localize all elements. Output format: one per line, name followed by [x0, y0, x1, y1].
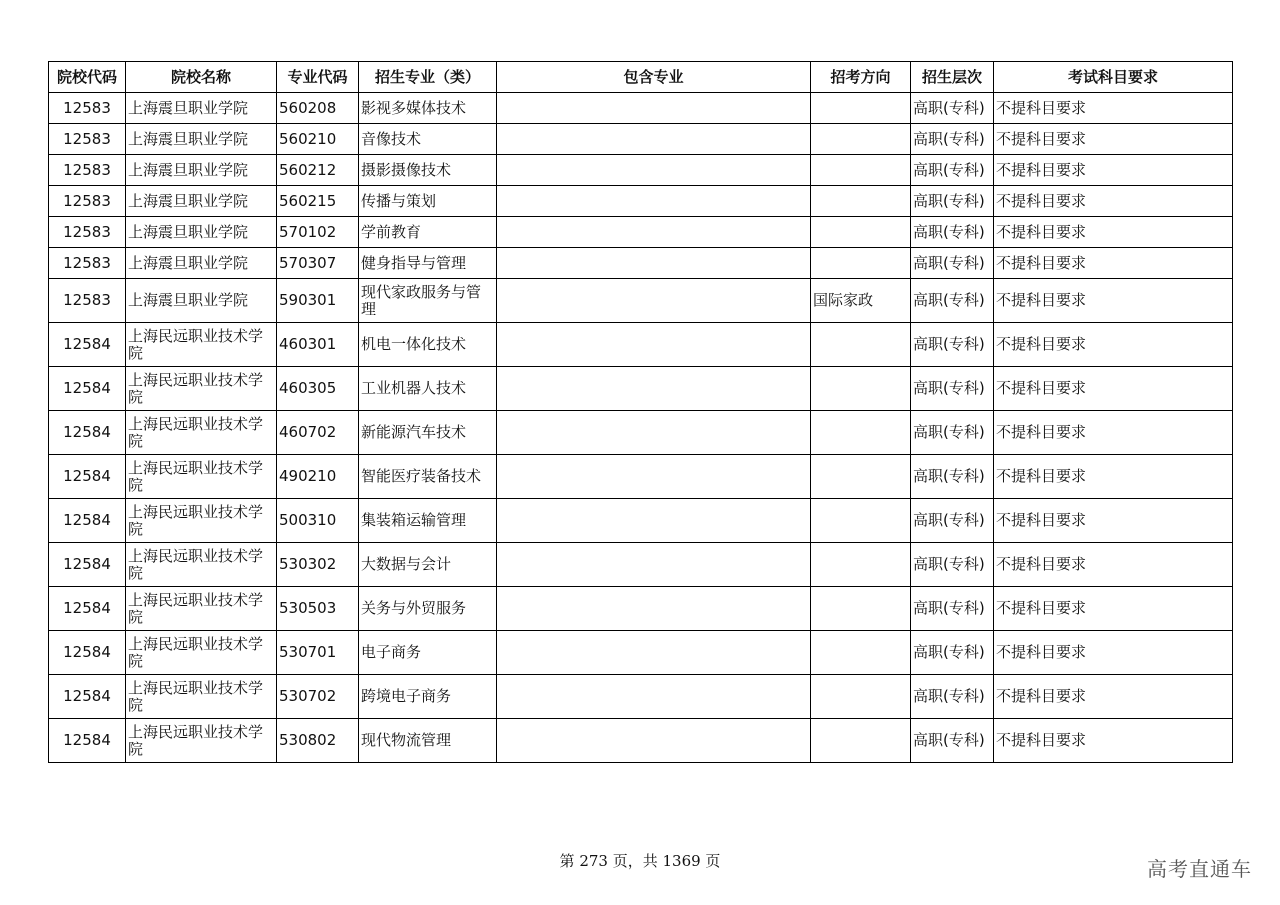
table-row [49, 248, 1233, 279]
cell-direction [811, 367, 911, 411]
cell-direction [811, 248, 911, 279]
cell-school-name: 上海民远职业技术学院 [126, 455, 277, 499]
cell-school-name: 上海民远职业技术学院 [126, 411, 277, 455]
cell-level: 高职(专科) [911, 217, 994, 248]
cell-level: 高职(专科) [911, 155, 994, 186]
table-row [49, 155, 1233, 186]
cell-school-name: 上海民远职业技术学院 [126, 587, 277, 631]
cell-direction [811, 323, 911, 367]
cell-includes [497, 543, 811, 587]
cell-requirement: 不提科目要求 [994, 455, 1233, 499]
table-row [49, 323, 1233, 367]
cell-includes [497, 455, 811, 499]
header-school-name: 院校名称 [126, 62, 277, 93]
header-school-code: 院校代码 [49, 62, 126, 93]
cell-major: 电子商务 [359, 631, 497, 675]
cell-includes [497, 499, 811, 543]
enrollment-table [48, 61, 1233, 763]
cell-major: 影视多媒体技术 [359, 93, 497, 124]
cell-requirement: 不提科目要求 [994, 499, 1233, 543]
table-header-row [49, 62, 1233, 93]
cell-direction [811, 675, 911, 719]
cell-requirement: 不提科目要求 [994, 631, 1233, 675]
header-requirement: 考试科目要求 [994, 62, 1233, 93]
cell-direction [811, 124, 911, 155]
cell-school-code: 12584 [49, 587, 126, 631]
table-body [49, 93, 1233, 763]
cell-level: 高职(专科) [911, 279, 994, 323]
cell-includes [497, 323, 811, 367]
cell-level: 高职(专科) [911, 93, 994, 124]
table-row [49, 124, 1233, 155]
cell-requirement: 不提科目要求 [994, 543, 1233, 587]
cell-major: 摄影摄像技术 [359, 155, 497, 186]
cell-major: 音像技术 [359, 124, 497, 155]
cell-major: 智能医疗装备技术 [359, 455, 497, 499]
watermark-text: 高考直通车 [1147, 857, 1252, 881]
cell-requirement: 不提科目要求 [994, 279, 1233, 323]
table-row [49, 93, 1233, 124]
cell-school-code: 12583 [49, 248, 126, 279]
cell-includes [497, 631, 811, 675]
cell-direction [811, 499, 911, 543]
cell-major-code: 570307 [277, 248, 359, 279]
cell-school-code: 12583 [49, 155, 126, 186]
cell-direction [811, 587, 911, 631]
cell-major-code: 460305 [277, 367, 359, 411]
cell-major-code: 560212 [277, 155, 359, 186]
cell-major-code: 460301 [277, 323, 359, 367]
cell-requirement: 不提科目要求 [994, 124, 1233, 155]
cell-includes [497, 367, 811, 411]
cell-requirement: 不提科目要求 [994, 675, 1233, 719]
cell-direction [811, 93, 911, 124]
cell-school-name: 上海民远职业技术学院 [126, 323, 277, 367]
cell-school-name: 上海震旦职业学院 [126, 186, 277, 217]
cell-level: 高职(专科) [911, 587, 994, 631]
cell-direction [811, 411, 911, 455]
table-row [49, 455, 1233, 499]
cell-level: 高职(专科) [911, 367, 994, 411]
table-row [49, 631, 1233, 675]
cell-requirement: 不提科目要求 [994, 217, 1233, 248]
cell-requirement: 不提科目要求 [994, 248, 1233, 279]
header-level: 招生层次 [911, 62, 994, 93]
cell-level: 高职(专科) [911, 323, 994, 367]
cell-school-code: 12583 [49, 93, 126, 124]
table-row [49, 675, 1233, 719]
cell-school-name: 上海震旦职业学院 [126, 124, 277, 155]
cell-includes [497, 248, 811, 279]
cell-major: 关务与外贸服务 [359, 587, 497, 631]
cell-school-name: 上海震旦职业学院 [126, 155, 277, 186]
cell-school-code: 12584 [49, 323, 126, 367]
cell-requirement: 不提科目要求 [994, 367, 1233, 411]
cell-major-code: 530802 [277, 719, 359, 763]
cell-requirement: 不提科目要求 [994, 155, 1233, 186]
header-major: 招生专业（类） [359, 62, 497, 93]
cell-level: 高职(专科) [911, 675, 994, 719]
cell-level: 高职(专科) [911, 719, 994, 763]
cell-school-name: 上海民远职业技术学院 [126, 675, 277, 719]
table-row [49, 543, 1233, 587]
cell-includes [497, 217, 811, 248]
cell-school-name: 上海民远职业技术学院 [126, 367, 277, 411]
cell-level: 高职(专科) [911, 186, 994, 217]
header-major-code: 专业代码 [277, 62, 359, 93]
cell-includes [497, 124, 811, 155]
cell-major: 新能源汽车技术 [359, 411, 497, 455]
cell-requirement: 不提科目要求 [994, 93, 1233, 124]
cell-direction [811, 186, 911, 217]
cell-school-code: 12584 [49, 367, 126, 411]
cell-school-name: 上海震旦职业学院 [126, 279, 277, 323]
table-row [49, 217, 1233, 248]
cell-direction: 国际家政 [811, 279, 911, 323]
cell-level: 高职(专科) [911, 124, 994, 155]
cell-school-code: 12583 [49, 279, 126, 323]
cell-requirement: 不提科目要求 [994, 323, 1233, 367]
cell-school-name: 上海民远职业技术学院 [126, 543, 277, 587]
cell-includes [497, 411, 811, 455]
cell-includes [497, 587, 811, 631]
cell-includes [497, 675, 811, 719]
cell-major: 健身指导与管理 [359, 248, 497, 279]
cell-major: 学前教育 [359, 217, 497, 248]
cell-major-code: 530503 [277, 587, 359, 631]
cell-school-code: 12584 [49, 455, 126, 499]
page-number: 第 273 页，共 1369 页 [559, 852, 721, 870]
cell-includes [497, 279, 811, 323]
table-row [49, 499, 1233, 543]
cell-level: 高职(专科) [911, 248, 994, 279]
table-row [49, 587, 1233, 631]
cell-major: 工业机器人技术 [359, 367, 497, 411]
cell-school-code: 12584 [49, 631, 126, 675]
cell-school-name: 上海震旦职业学院 [126, 217, 277, 248]
cell-major: 现代物流管理 [359, 719, 497, 763]
cell-major-code: 560210 [277, 124, 359, 155]
cell-school-code: 12584 [49, 543, 126, 587]
cell-school-code: 12584 [49, 675, 126, 719]
cell-major: 机电一体化技术 [359, 323, 497, 367]
cell-major: 现代家政服务与管理 [359, 279, 497, 323]
cell-requirement: 不提科目要求 [994, 411, 1233, 455]
cell-major: 跨境电子商务 [359, 675, 497, 719]
cell-direction [811, 543, 911, 587]
header-includes: 包含专业 [497, 62, 811, 93]
cell-direction [811, 455, 911, 499]
cell-school-name: 上海民远职业技术学院 [126, 719, 277, 763]
cell-level: 高职(专科) [911, 543, 994, 587]
cell-major-code: 560208 [277, 93, 359, 124]
cell-major-code: 530702 [277, 675, 359, 719]
cell-level: 高职(专科) [911, 631, 994, 675]
cell-school-code: 12584 [49, 411, 126, 455]
cell-direction [811, 719, 911, 763]
cell-includes [497, 719, 811, 763]
cell-school-code: 12583 [49, 217, 126, 248]
cell-requirement: 不提科目要求 [994, 719, 1233, 763]
cell-includes [497, 93, 811, 124]
cell-school-name: 上海民远职业技术学院 [126, 499, 277, 543]
cell-level: 高职(专科) [911, 411, 994, 455]
table-row [49, 719, 1233, 763]
table-row [49, 411, 1233, 455]
header-direction: 招考方向 [811, 62, 911, 93]
cell-major-code: 590301 [277, 279, 359, 323]
cell-direction [811, 217, 911, 248]
table-row [49, 279, 1233, 323]
cell-requirement: 不提科目要求 [994, 186, 1233, 217]
cell-direction [811, 631, 911, 675]
cell-school-name: 上海震旦职业学院 [126, 93, 277, 124]
cell-major: 集装箱运输管理 [359, 499, 497, 543]
cell-school-code: 12583 [49, 186, 126, 217]
cell-major-code: 490210 [277, 455, 359, 499]
cell-includes [497, 155, 811, 186]
cell-major-code: 530701 [277, 631, 359, 675]
table-row [49, 186, 1233, 217]
cell-major: 传播与策划 [359, 186, 497, 217]
table-row [49, 367, 1233, 411]
cell-major-code: 460702 [277, 411, 359, 455]
cell-major-code: 570102 [277, 217, 359, 248]
cell-school-name: 上海震旦职业学院 [126, 248, 277, 279]
cell-includes [497, 186, 811, 217]
cell-school-name: 上海民远职业技术学院 [126, 631, 277, 675]
cell-level: 高职(专科) [911, 455, 994, 499]
cell-level: 高职(专科) [911, 499, 994, 543]
cell-major-code: 530302 [277, 543, 359, 587]
cell-major-code: 560215 [277, 186, 359, 217]
cell-school-code: 12584 [49, 499, 126, 543]
cell-requirement: 不提科目要求 [994, 587, 1233, 631]
cell-school-code: 12584 [49, 719, 126, 763]
cell-major: 大数据与会计 [359, 543, 497, 587]
cell-direction [811, 155, 911, 186]
cell-school-code: 12583 [49, 124, 126, 155]
cell-major-code: 500310 [277, 499, 359, 543]
